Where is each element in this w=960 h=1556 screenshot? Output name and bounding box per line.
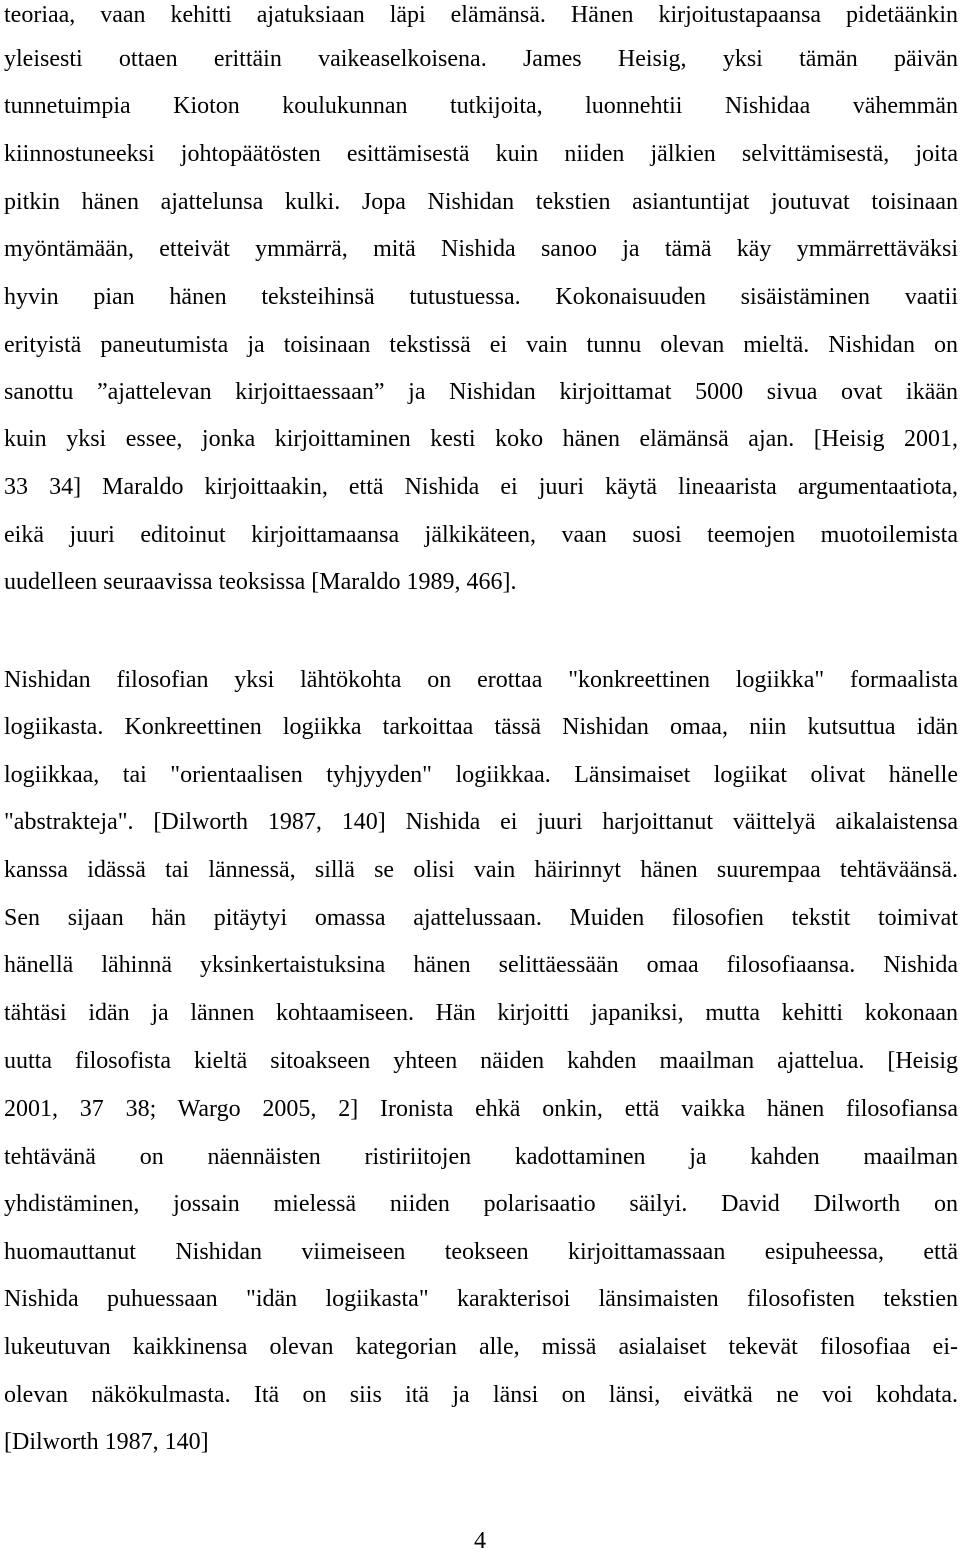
text-line: tehtävänä on näennäisten ristiriitojen kadottaminen ja kahden maailman [4, 1144, 958, 1170]
text-line: kuin yksi essee, jonka kirjoittaminen kesti koko hänen elämänsä ajan. [Heisig 2001, [4, 426, 958, 452]
text-line: uutta filosofista kieltä sitoakseen yhteen näiden kahden maailman ajattelua. [Heisig [4, 1048, 958, 1074]
text-line: eikä juuri editoinut kirjoittamaansa jälkikäteen, vaan suosi teemojen muotoilemista [4, 522, 958, 548]
text-line: pitkin hänen ajattelunsa kulki. Jopa Nishidan tekstien asiantuntijat joutuvat toisinaan [4, 189, 958, 215]
text-line: tunnetuimpia Kioton koulukunnan tutkijoita, luonnehtii Nishidaa vähemmän [4, 93, 958, 119]
text-line: huomauttanut Nishidan viimeiseen teokseen kirjoittamassaan esipuheessa, että [4, 1239, 958, 1265]
text-line: 2001, 37 38; Wargo 2005, 2] Ironista ehkä onkin, että vaikka hänen filosofiansa [4, 1096, 958, 1122]
text-line: Sen sijaan hän pitäytyi omassa ajattelussaan. Muiden filosofien tekstit toimivat [4, 905, 958, 931]
text-line: yhdistäminen, jossain mielessä niiden polarisaatio säilyi. David Dilworth on [4, 1191, 958, 1217]
text-line: tähtäsi idän ja lännen kohtaamiseen. Hän kirjoitti japaniksi, mutta kehitti kokonaan [4, 1000, 958, 1026]
text-line: logiikasta. Konkreettinen logiikka tarkoittaa tässä Nishidan omaa, niin kutsuttua idän [4, 714, 958, 740]
text-line: Nishida puhuessaan "idän logiikasta" karakterisoi länsimaisten filosofisten tekstien [4, 1286, 958, 1312]
text-line: uudelleen seuraavissa teoksissa [Maraldo 1989, 466]. [4, 569, 517, 595]
text-line: lukeutuvan kaikkinensa olevan kategorian alle, missä asialaiset tekevät filosofiaa ei- [4, 1334, 958, 1360]
text-line: [Dilworth 1987, 140] [4, 1429, 209, 1455]
text-line: olevan näkökulmasta. Itä on siis itä ja länsi on länsi, eivätkä ne voi kohdata. [4, 1382, 958, 1408]
text-line: kiinnostuneeksi johtopäätösten esittämisestä kuin niiden jälkien selvittämisestä, joita [4, 141, 958, 167]
text-line: myöntämään, etteivät ymmärrä, mitä Nishida sanoo ja tämä käy ymmärrettäväksi [4, 236, 958, 262]
text-line: kanssa idässä tai lännessä, sillä se olisi vain häirinnyt hänen suurempaa tehtäväänsä. [4, 857, 958, 883]
text-line: Nishidan filosofian yksi lähtökohta on erottaa "konkreettinen logiikka" formaalista [4, 667, 958, 693]
text-line: erityistä paneutumista ja toisinaan tekstissä ei vain tunnu olevan mieltä. Nishidan on [4, 332, 958, 358]
page-number: 4 [474, 1528, 486, 1554]
text-line: "abstrakteja". [Dilworth 1987, 140] Nishida ei juuri harjoittanut väittelyä aikalaistensa [4, 809, 958, 835]
text-line: hänellä lähinnä yksinkertaistuksina hänen selittäessään omaa filosofiaansa. Nishida [4, 952, 958, 978]
text-line: sanottu ”ajattelevan kirjoittaessaan” ja Nishidan kirjoittamat 5000 sivua ovat ikään [4, 379, 958, 405]
text-line: 33 34] Maraldo kirjoittaakin, että Nishida ei juuri käytä lineaarista argumentaatiota, [4, 474, 958, 500]
text-line: teoriaa, vaan kehitti ajatuksiaan läpi elämänsä. Hänen kirjoitustapaansa pidetäänkin [4, 2, 958, 28]
text-line: logiikkaa, tai "orientaalisen tyhjyyden" logiikkaa. Länsimaiset logiikat olivat hänelle [4, 762, 958, 788]
text-line: hyvin pian hänen teksteihinsä tutustuessa. Kokonaisuuden sisäistäminen vaatii [4, 284, 958, 310]
text-line: yleisesti ottaen erittäin vaikeaselkoisena. James Heisig, yksi tämän päivän [4, 46, 958, 72]
